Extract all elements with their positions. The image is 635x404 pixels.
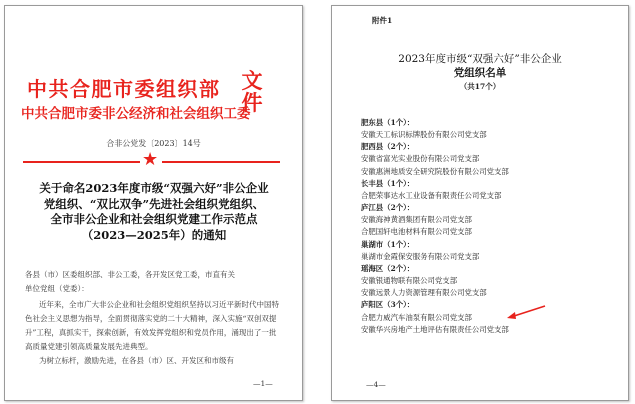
district-heading: 瑶海区（2个）： (361, 263, 415, 273)
district-heading: 庐江县（2个）： (361, 203, 415, 213)
arrow-head (507, 312, 516, 319)
addressee (25, 268, 281, 296)
annotation-arrow-icon (332, 6, 628, 400)
document-page-1 (4, 5, 303, 401)
organization-entry: 安徽天工标识标牌股份有限公司党支部 (361, 130, 487, 140)
body-paragraph: 为树立标杆，激励先进，在各县（市）区、开发区和市级有 (39, 356, 234, 365)
arrow-shaft (511, 306, 545, 317)
document-page-4 (331, 5, 629, 401)
organization-entry: 合肥力威汽车油泵有限公司党支部 (361, 312, 472, 322)
notice-title-line: （2023—2025年）的通知 (81, 227, 227, 242)
notice-body (25, 298, 281, 368)
organization-entry: 安徽华兴房地产土地评估有限责任公司党支部 (361, 324, 509, 334)
addressee-line: 单位党组（党委）： (25, 284, 89, 293)
notice-title-line: 关于命名2023年度市级“双强六好”非公企业 (39, 181, 269, 195)
page-number: —4— (366, 380, 386, 389)
organization-entry: 巢湖市金霞保安服务有限公司党支部 (361, 251, 480, 261)
red-separator-right (162, 161, 280, 163)
page-number: —1— (253, 379, 273, 388)
organization-entry: 安徽海神黄酒集团有限公司党支部 (361, 215, 472, 225)
list-title-line: 2023年度市级“双强六好”非公企业 (398, 53, 562, 65)
organization-entry: 合肥国轩电池材料有限公司党支部 (361, 227, 472, 237)
issuer-header-line1: 中共合肥市委组织部 (27, 77, 221, 101)
district-heading: 肥西县（2个）： (361, 142, 415, 152)
notice-title (29, 181, 279, 243)
addressee-line: 各县（市）区委组织部、非公工委，各开发区党工委，市直有关 (25, 270, 235, 279)
attachment-label: 附件1 (372, 16, 393, 25)
district-heading: 长丰县（1个）： (361, 178, 415, 188)
organization-entry: 合肥荣事达水工业设备有限责任公司党支部 (361, 190, 502, 200)
red-star-icon: ★ (142, 149, 159, 170)
notice-title-line: 党组织、“双比双争”先进社会组织党组织、 (43, 196, 265, 211)
body-paragraph: 近年来，全市广大非公企业和社会组织党组织坚持以习近平新时代中国特色社会主义思想为指导，全面贯彻落实党的二十大精神，深入实施“双创双提升”工程，真抓实干，探索创新，有效发挥党组织和党员作用，涌现出了一批高质量党建引领高质量发展先进典型。 (25, 300, 279, 351)
organization-entry: 安徽惠洲地质安全研究院股份有限公司党支部 (361, 166, 509, 176)
organization-entry: 安徽银通物联有限公司党支部 (361, 276, 458, 286)
total-count: （共17个） (459, 82, 501, 91)
organization-entry: 安徽省富光实业股份有限公司党支部 (361, 154, 480, 164)
document-number: 合非公党发〔2023〕14号 (106, 139, 201, 148)
organization-entry: 安徽远景人力资源管理有限公司党支部 (361, 288, 487, 298)
red-separator-left (23, 161, 140, 163)
district-heading: 肥东县（1个）： (361, 118, 415, 127)
issuer-header-line2: 中共合肥市委非公经济和社会组织工委 (21, 106, 251, 122)
document-type-label: 文件 (241, 69, 263, 115)
district-heading: 庐阳区（3个）： (361, 300, 415, 310)
notice-title-line: 全市非公企业和社会组织党建工作示范点 (50, 212, 258, 226)
list-title-line: 党组织名单 (453, 67, 507, 79)
district-heading: 巢湖市（1个）： (361, 239, 415, 249)
